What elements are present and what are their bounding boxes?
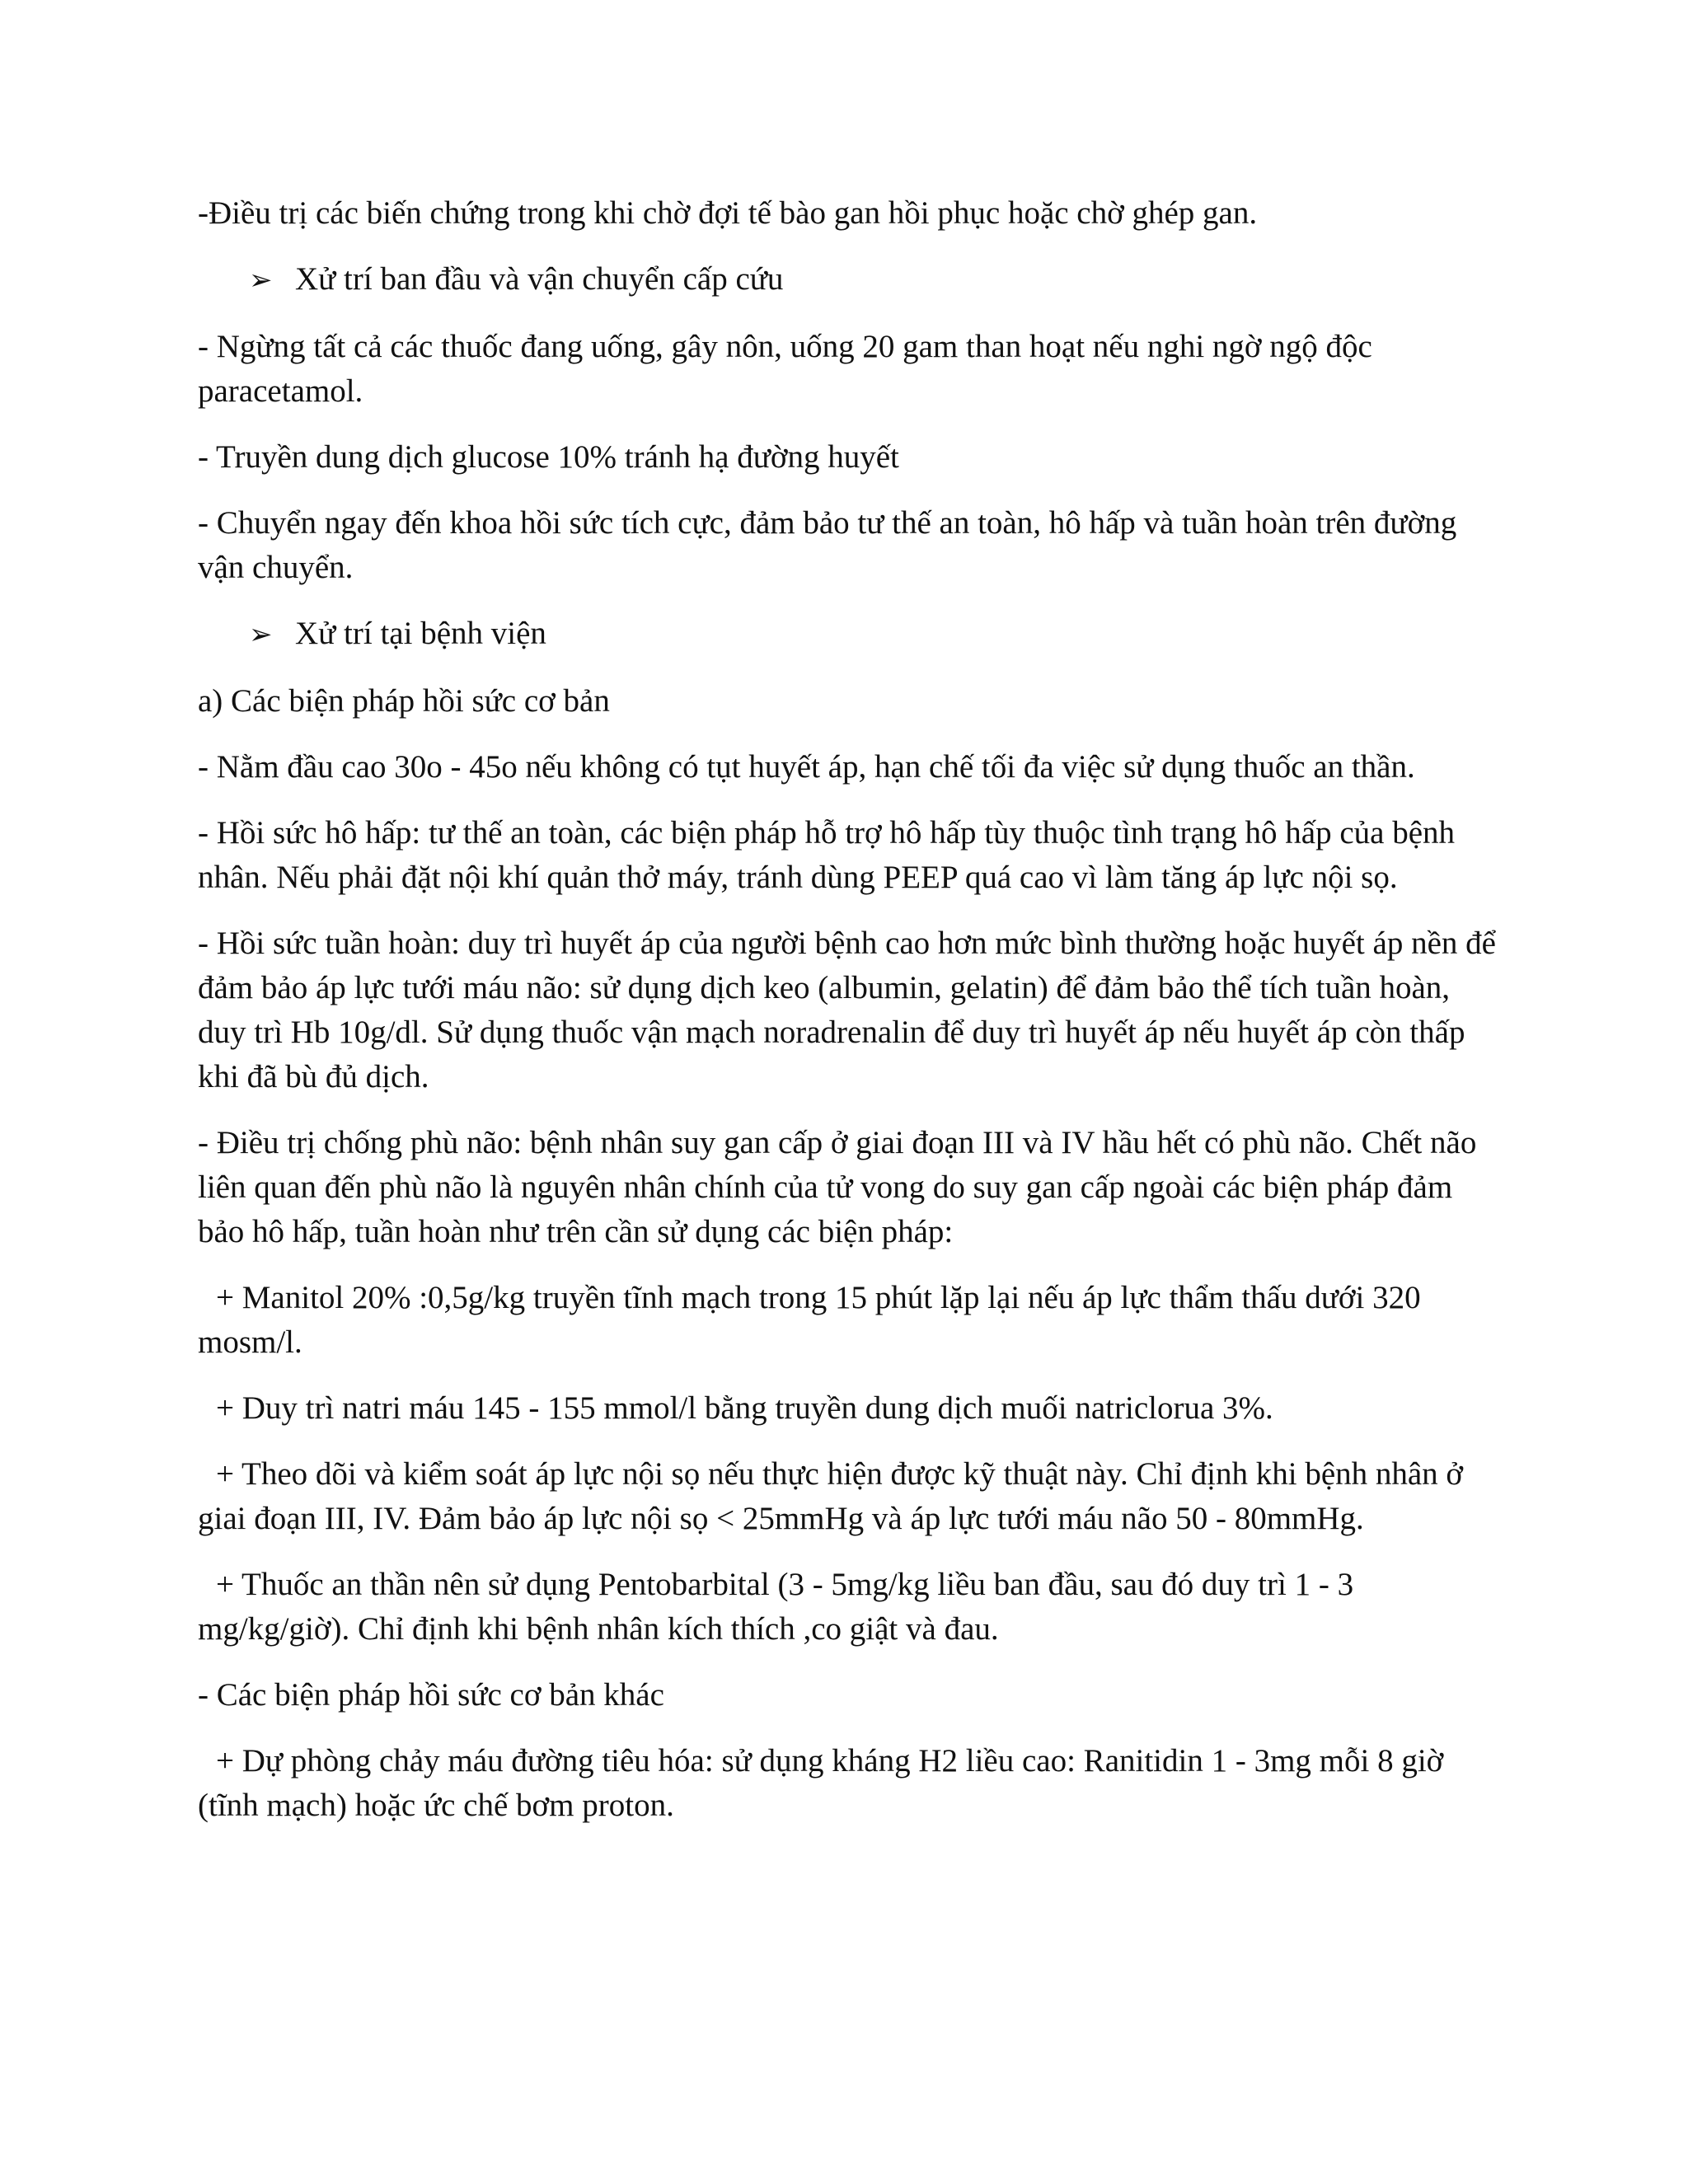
paragraph-stop-drugs: - Ngừng tất cả các thuốc đang uống, gây nôn, uống 20 gam than hoạt nếu nghi ngờ ngộ độc paracetamol. — [198, 329, 1372, 409]
list-item-manitol: + Manitol 20% :0,5g/kg truyền tĩnh mạch trong 15 phút lặp lại nếu áp lực thẩm thấu dưới 320 mosm/l. — [198, 1280, 1421, 1360]
paragraph-circulatory-support: - Hồi sức tuần hoàn: duy trì huyết áp của người bệnh cao hơn mức bình thường hoặc huyết áp nền để đảm bảo áp lực tưới máu não: sử dụng dịch keo (albumin, gelatin) để đảm bảo thể tích tuần hoàn, duy trì Hb 10g/dl. Sử dụng thuốc vận mạch noradrenalin để duy trì huyết áp nếu huyết áp còn thấp khi đã bù đủ dịch. — [198, 926, 1496, 1094]
document-body — [198, 191, 1500, 1849]
paragraph-complications: -Điều trị các biến chứng trong khi chờ đợi tế bào gan hồi phục hoặc chờ ghép gan. — [198, 195, 1258, 231]
list-item-icp-monitoring: + Theo dõi và kiểm soát áp lực nội sọ nếu thực hiện được kỹ thuật này. Chỉ định khi bệnh nhân ở giai đoạn III, IV. Đảm bảo áp lực nội sọ < 25mmHg và áp lực tưới máu não 50 - 80mmHg. — [198, 1456, 1464, 1536]
arrow-bullet-icon: ➢ — [249, 620, 273, 650]
paragraph-glucose: - Truyền dung dịch glucose 10% tránh hạ đường huyết — [198, 439, 899, 475]
list-item-gi-bleeding: + Dự phòng chảy máu đường tiêu hóa: sử dụng kháng H2 liều cao: Ranitidin 1 - 3mg mỗi 8 giờ (tĩnh mạch) hoặc ức chế bơm proton. — [198, 1743, 1444, 1823]
list-item-sedation: + Thuốc an thần nên sử dụng Pentobarbital (3 - 5mg/kg liều ban đầu, sau đó duy trì 1 - 3 mg/kg/giờ). Chỉ định khi bệnh nhân kích thích ,co giật và đau. — [198, 1567, 1354, 1647]
subheading-basic-resuscitation: a) Các biện pháp hồi sức cơ bản — [198, 683, 610, 719]
heading-hospital-management — [249, 612, 1500, 658]
heading-hospital-management-label: Xử trí tại bệnh viện — [295, 616, 546, 651]
arrow-bullet-icon: ➢ — [249, 265, 273, 296]
paragraph-transfer-icu: - Chuyển ngay đến khoa hồi sức tích cực, đảm bảo tư thế an toàn, hô hấp và tuần hoàn trên đường vận chuyển. — [198, 505, 1457, 585]
paragraph-head-elevation: - Nằm đầu cao 30o - 45o nếu không có tụt huyết áp, hạn chế tối đa việc sử dụng thuốc an thần. — [198, 749, 1415, 785]
heading-initial-management-label: Xử trí ban đầu và vận chuyển cấp cứu — [295, 261, 784, 297]
list-item-sodium: + Duy trì natri máu 145 - 155 mmol/l bằng truyền dung dịch muối natriclorua 3%. — [216, 1390, 1273, 1426]
heading-initial-management — [249, 257, 1500, 303]
paragraph-cerebral-edema: - Điều trị chống phù não: bệnh nhân suy gan cấp ở giai đoạn III và IV hầu hết có phù não. Chết não liên quan đến phù não là nguyên nhân chính của tử vong do suy gan cấp ngoài các biện pháp đảm bảo hô hấp, tuần hoàn như trên cần sử dụng các biện pháp: — [198, 1125, 1477, 1249]
paragraph-other-measures: - Các biện pháp hồi sức cơ bản khác — [198, 1677, 664, 1713]
paragraph-respiratory-support: - Hồi sức hô hấp: tư thế an toàn, các biện pháp hỗ trợ hô hấp tùy thuộc tình trạng hô hấp của bệnh nhân. Nếu phải đặt nội khí quản thở máy, tránh dùng PEEP quá cao vì làm tăng áp lực nội sọ. — [198, 815, 1455, 895]
